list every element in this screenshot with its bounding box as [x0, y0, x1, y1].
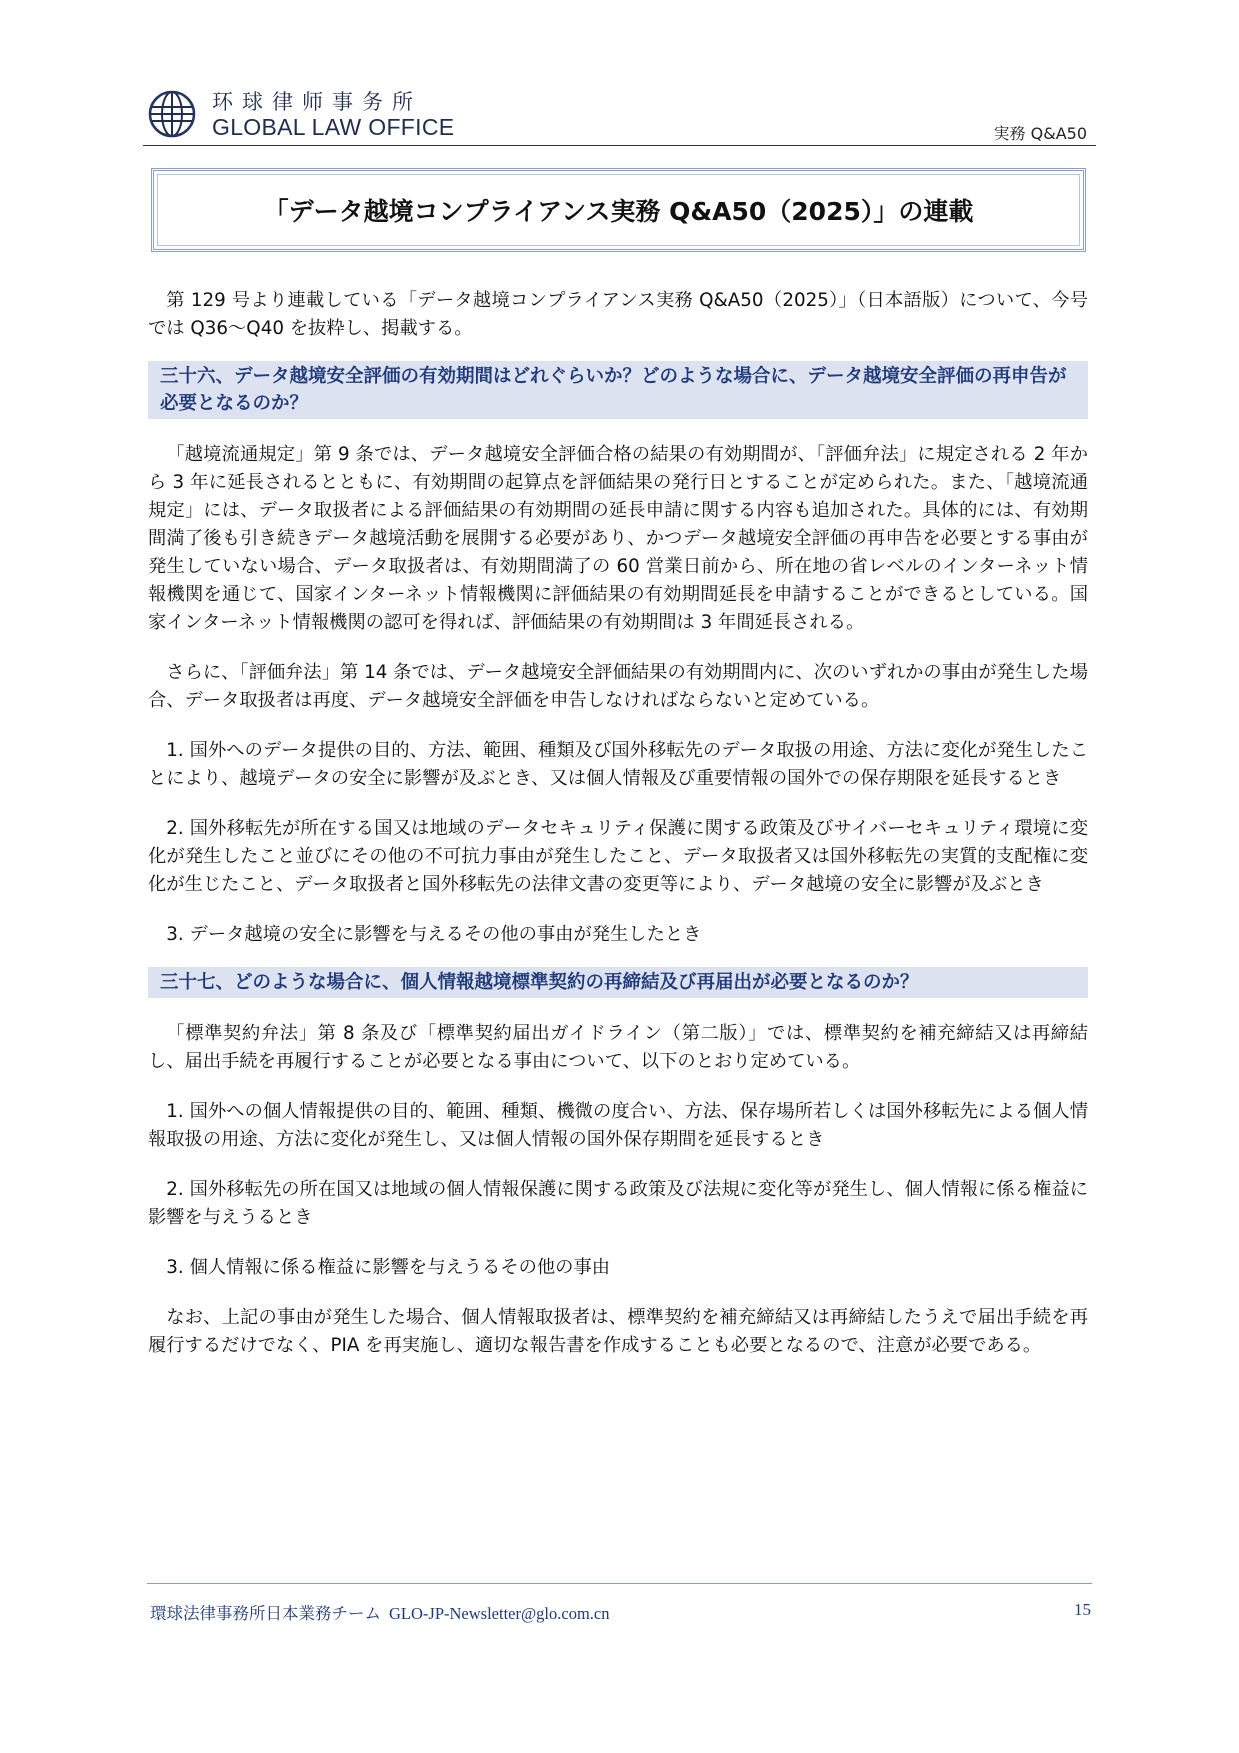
logo-chinese-name: 环球律师事务所 — [212, 90, 422, 114]
q37-list-item-1: 1. 国外への個人情報提供の目的、範囲、種類、機微の度合い、方法、保存場所若しくは国外移転先による個人情報取扱の用途、方法に変化が発生し、又は個人情報の国外保存期間を延長するとき — [148, 1101, 1088, 1150]
q36-paragraph-2: さらに、「評価弁法」第 14 条では、データ越境安全評価結果の有効期間内に、次のいずれかの事由が発生した場合、データ取扱者は再度、データ越境安全評価を申告しなければならないと定めている。 — [148, 662, 1088, 711]
q37-list-item-3: 3. 個人情報に係る権益に影響を与えうるその他の事由 — [166, 1257, 611, 1278]
question-37-heading: 三十七、どのような場合に、個人情報越境標準契約の再締結及び再届出が必要となるのか？ — [148, 967, 1088, 998]
page-number: 15 — [1074, 1600, 1091, 1619]
q36-list-item-1: 1. 国外へのデータ提供の目的、方法、範囲、種類及び国外移転先のデータ取扱の用途、方法に変化が発生したことにより、越境データの安全に影響が及ぶとき、又は個人情報及び重要情報の国外での保存期限を延長するとき — [148, 740, 1088, 789]
intro-paragraph: 第 129 号より連載している「データ越境コンプライアンス実務 Q&A50（2025）」（日本語版）について、今号では Q36～Q40 を抜粋し、掲載する。 — [148, 290, 1088, 339]
page-title: 「データ越境コンプライアンス実務 Q&A50（2025）」の連載 — [263, 197, 974, 226]
footer-divider — [147, 1583, 1092, 1584]
q37-paragraph-1: 「標準契約弁法」第 8 条及び「標準契約届出ガイドライン（第二版）」では、標準契約を補充締結又は再締結し、届出手続を再履行することが必要となる事由について、以下のとおり定めている。 — [148, 1023, 1088, 1072]
section-label: 実務 Q&A50 — [993, 124, 1087, 143]
q37-list-item-2: 2. 国外移転先の所在国又は地域の個人情報保護に関する政策及び法規に変化等が発生し、個人情報に係る権益に影響を与えうるとき — [148, 1179, 1088, 1228]
title-box — [151, 168, 1086, 252]
q37-paragraph-2: なお、上記の事由が発生した場合、個人情報取扱者は、標準契約を補充締結又は再締結したうえで届出手続を再履行するだけでなく、PIA を再実施し、適切な報告書を作成することも必要となるので、注意が必要である。 — [148, 1307, 1088, 1356]
globe-logo-icon — [148, 90, 196, 138]
q36-paragraph-1: 「越境流通規定」第 9 条では、データ越境安全評価合格の結果の有効期間が、「評価弁法」に規定される 2 年から 3 年に延長されるとともに、有効期間の起算点を評価結果の発行日とすることが定められた。また、「越境流通規定」には、データ取扱者による評価結果の有効期間の延長申請に関する内容も追加された。具体的には、有効期間満了後も引き続きデータ越境活動を展開する必要があり、かつデータ越境安全評価の再申告を必要とする事由が発生していない場合、データ取扱者は、有効期間満了の 60 営業日前から、所在地の省レベルのインターネット情報機関を通じて、国家インターネット情報機関に評価結果の有効期間延長を申請することができるとしている。国家インターネット情報機関の認可を得れば、評価結果の有効期間は 3 年間延長される。 — [148, 444, 1088, 633]
logo-english-name: GLOBAL LAW OFFICE — [212, 114, 455, 140]
q36-list-item-3: 3. データ越境の安全に影響を与えるその他の事由が発生したとき — [166, 924, 702, 945]
footer-team: 環球法律事務所日本業務チーム — [150, 1604, 381, 1623]
footer-info — [150, 1600, 609, 1624]
header-divider — [143, 145, 1096, 146]
footer-email-link[interactable]: GLO-JP-Newsletter@glo.com.cn — [389, 1604, 610, 1623]
q36-list-item-2: 2. 国外移転先が所在する国又は地域のデータセキュリティ保護に関する政策及びサイバーセキュリティ環境に変化が発生したこと並びにその他の不可抗力事由が発生したこと、データ取扱者又は国外移転先の実質的支配権に変化が生じたこと、データ取扱者と国外移転先の法律文書の変更等により、データ越境の安全に影響が及ぶとき — [148, 818, 1088, 895]
article-body — [148, 287, 1088, 1360]
question-36-heading: 三十六、データ越境安全評価の有効期間はどれぐらいか？どのような場合に、データ越境安全評価の再申告が必要となるのか？ — [148, 361, 1088, 419]
